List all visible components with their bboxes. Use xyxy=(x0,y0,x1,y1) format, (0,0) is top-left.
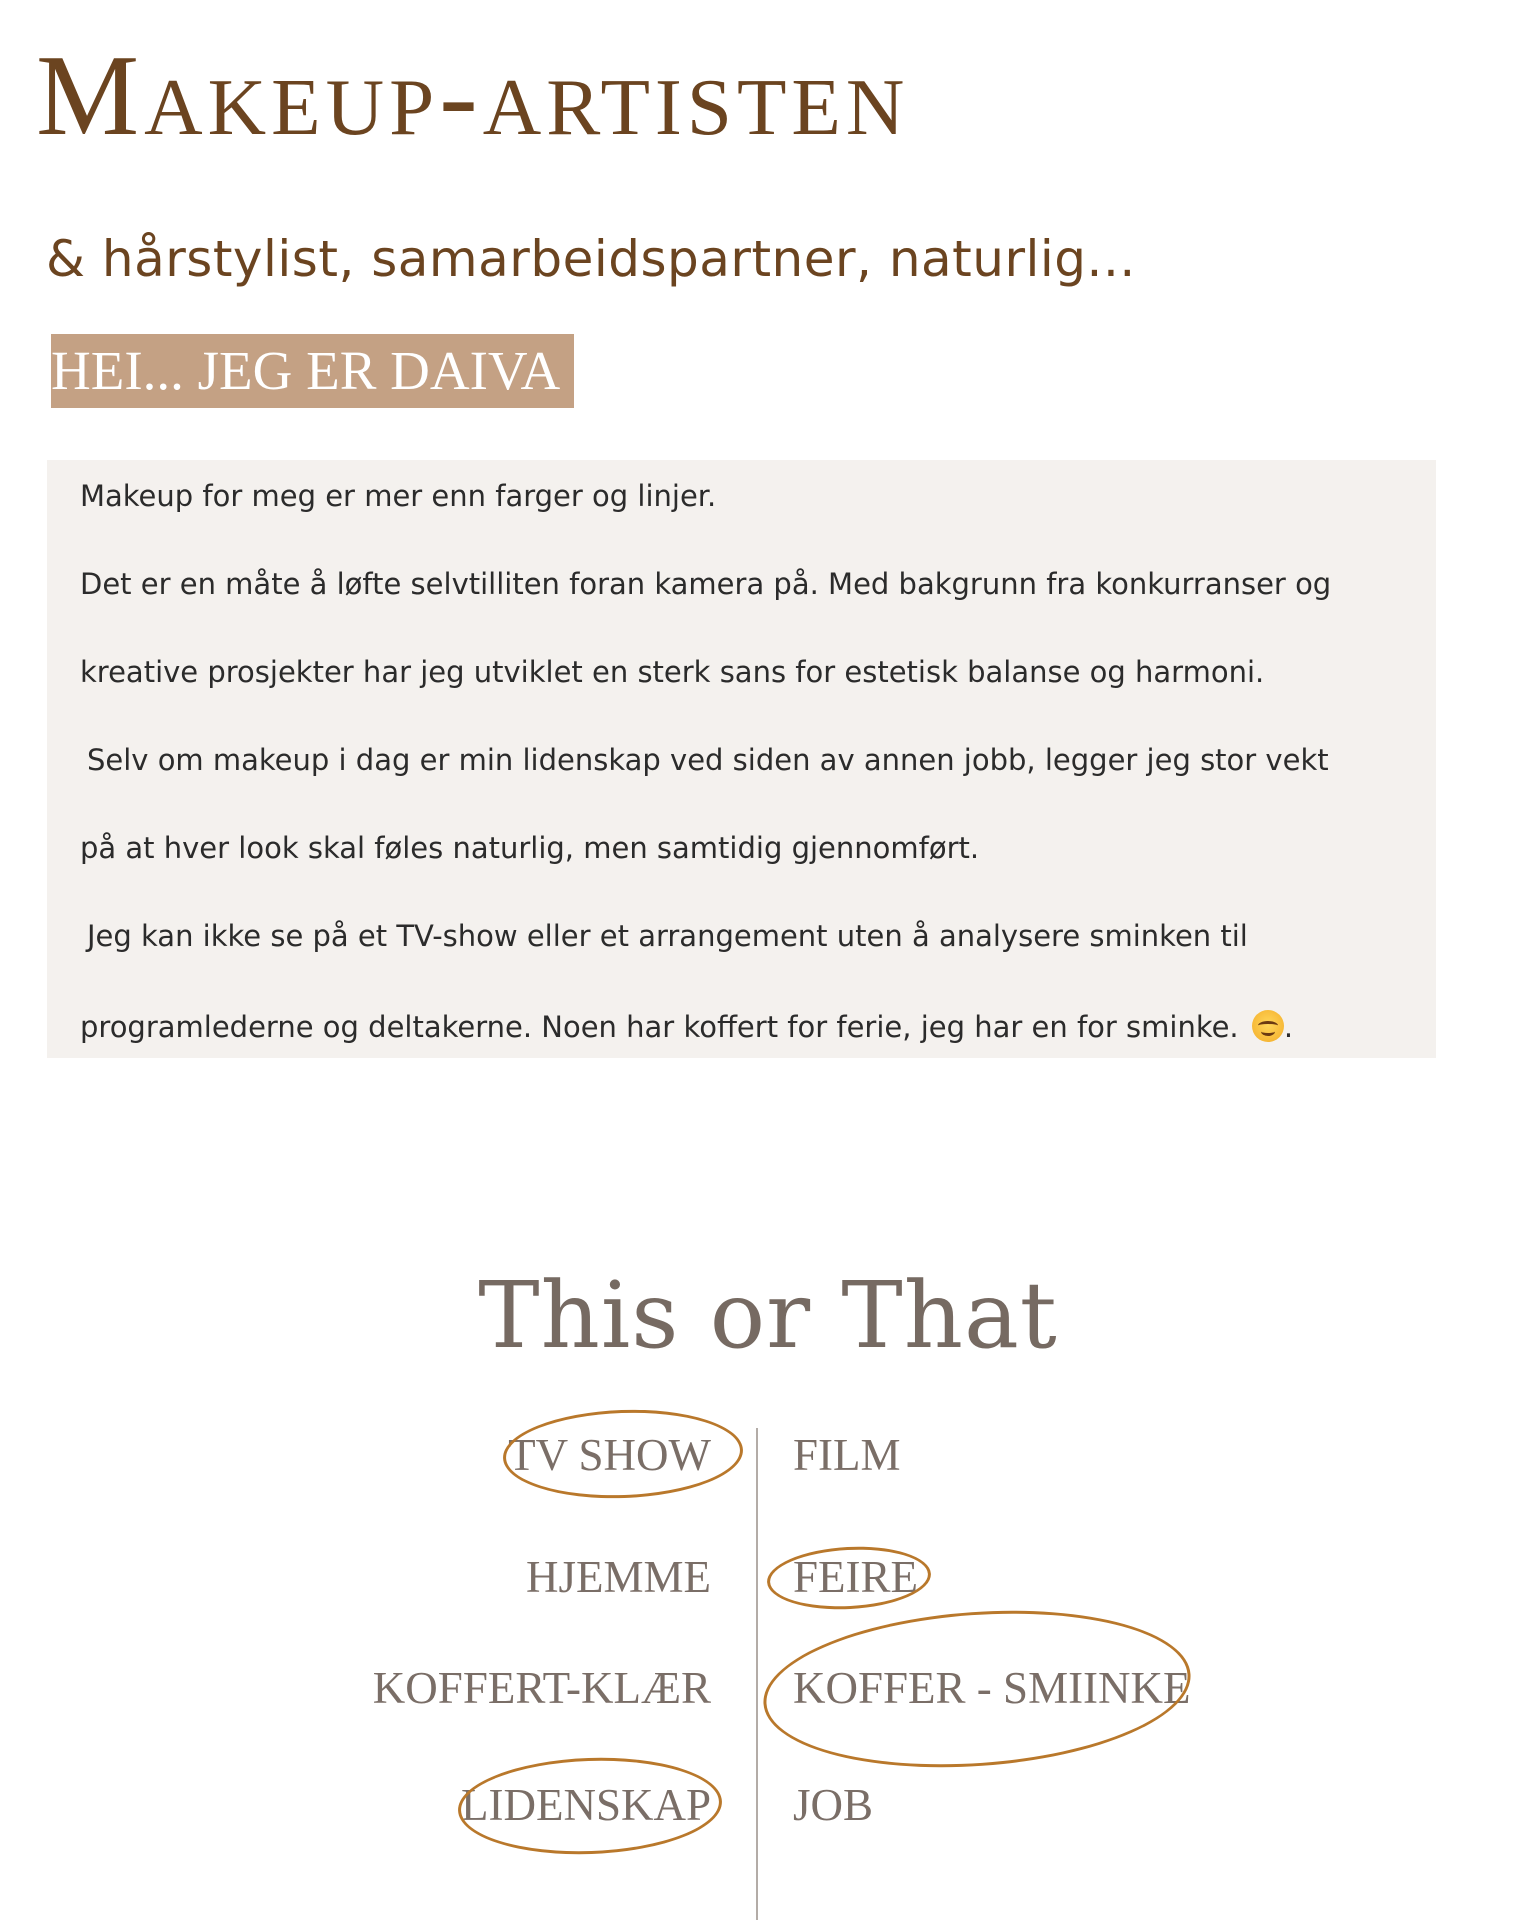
option-film: FILM xyxy=(793,1430,901,1480)
option-job: JOB xyxy=(793,1780,874,1830)
option-lidenskap: LIDENSKAP xyxy=(460,1780,711,1830)
option-koffert-klaer: KOFFERT-KLÆR xyxy=(372,1663,711,1713)
intro-line: på at hver look skal føles naturlig, men samtidig gjennomført. xyxy=(80,831,980,865)
option-koffer-sminke: KOFFER - SMIINKE xyxy=(793,1663,1191,1713)
intro-line-last xyxy=(80,1010,1293,1042)
this-or-that-title: This or That xyxy=(478,1262,1058,1369)
intro-line: Jeg kan ikke se på et TV-show eller et arrangement uten å analysere sminken til xyxy=(87,919,1248,953)
greeting-banner: HEI... JEG ER DAIVA xyxy=(51,334,574,408)
option-hjemme: HJEMME xyxy=(525,1552,711,1602)
intro-line: Makeup for meg er mer enn farger og linjer. xyxy=(80,479,717,513)
intro-line: Det er en måte å løfte selvtilliten foran kamera på. Med bakgrunn fra konkurranser og xyxy=(80,567,1332,601)
intro-line-text: programlederne og deltakerne. Noen har koffert for ferie, jeg har en for sminke. xyxy=(80,1010,1239,1044)
smiling-face-icon xyxy=(1252,1010,1284,1042)
page-subtitle: & hårstylist, samarbeidspartner, naturlig... xyxy=(46,230,1136,288)
final-period: . xyxy=(1283,1010,1294,1044)
divider xyxy=(756,1428,758,1920)
intro-line: Selv om makeup i dag er min lidenskap ved siden av annen jobb, legger jeg stor vekt xyxy=(87,743,1329,777)
intro-line: kreative prosjekter har jeg utviklet en sterk sans for estetisk balanse og harmoni. xyxy=(80,655,1265,689)
option-tv-show: TV SHOW xyxy=(508,1430,711,1480)
page-title: Makeup-artisten xyxy=(36,32,910,160)
option-feire: FEIRE xyxy=(793,1552,919,1602)
intro-box xyxy=(47,460,1436,1058)
